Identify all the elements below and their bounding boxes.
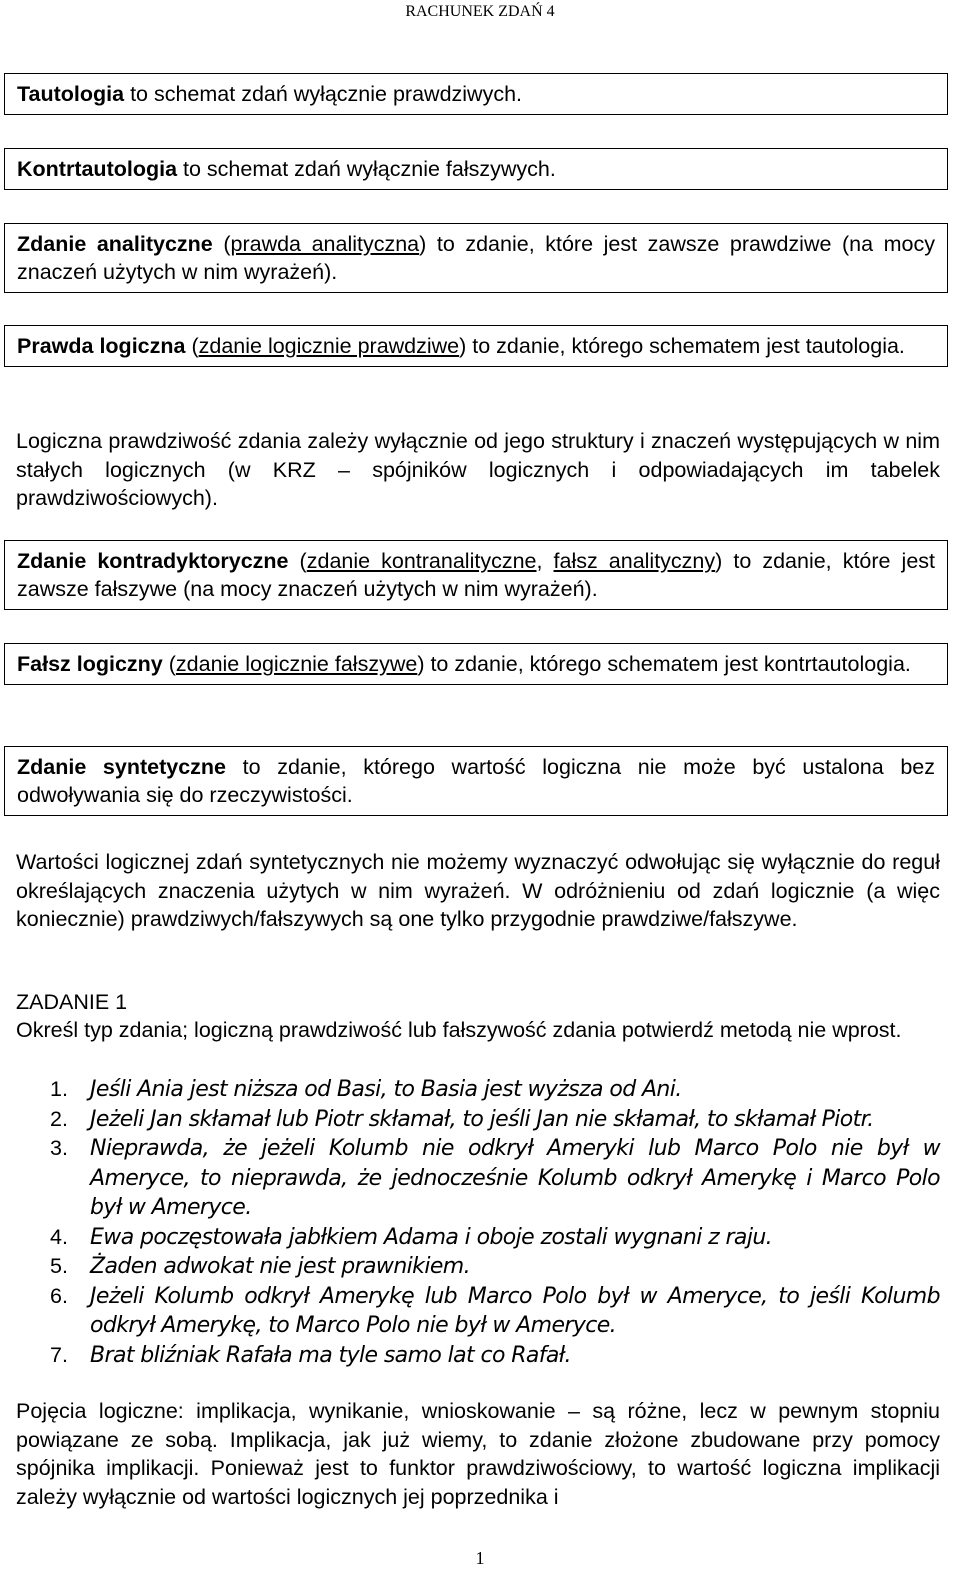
task-item bbox=[16, 1134, 940, 1223]
text-part: , bbox=[536, 549, 554, 573]
term: Tautologia bbox=[17, 82, 125, 106]
task-item-text: Brat bliźniak Rafała ma tyle samo lat co Rafał. bbox=[90, 1342, 571, 1368]
text-part: ( bbox=[288, 549, 307, 573]
definition-text: to schemat zdań wyłącznie prawdziwych. bbox=[124, 82, 523, 106]
text-part: ( bbox=[162, 652, 176, 676]
definition-text: to schemat zdań wyłącznie fałszywych. bbox=[177, 157, 556, 181]
task-item bbox=[16, 1282, 940, 1341]
alt-term: zdanie kontranalityczne bbox=[306, 549, 537, 573]
alt-term: fałsz analityczny bbox=[553, 549, 716, 573]
task-item-number: 1. bbox=[50, 1077, 68, 1101]
alt-term: zdanie logicznie fałszywe bbox=[175, 652, 418, 676]
term: Fałsz logiczny bbox=[17, 652, 163, 676]
text-part: ) to zdanie, którego schematem jest kontrtautologia. bbox=[417, 652, 911, 676]
task-item-number: 4. bbox=[50, 1224, 68, 1249]
alt-term: prawda analityczna bbox=[230, 232, 420, 256]
task-item bbox=[16, 1075, 940, 1105]
paragraph-logiczna-prawdziwosc: Logiczna prawdziwość zdania zależy wyłącznie od jego struktury i znaczeń występujących w nim stałych logicznych (w KRZ – spójników logicznych i odpowiadających im tabelek prawdziwościowych). bbox=[16, 429, 940, 510]
task-item-text: Żaden adwokat nie jest prawnikiem. bbox=[90, 1254, 470, 1279]
definition-zdanie-syntetyczne bbox=[4, 746, 948, 816]
task-item-number: 2. bbox=[50, 1106, 68, 1131]
task-item bbox=[16, 1223, 940, 1253]
term: Zdanie analityczne bbox=[17, 232, 213, 256]
task-list bbox=[16, 1075, 940, 1370]
definition-falsz-logiczny bbox=[4, 643, 948, 685]
task-item bbox=[16, 1252, 940, 1282]
paragraph-pojecia-logiczne: Pojęcia logiczne: implikacja, wynikanie, wnioskowanie – są różne, lecz w pewnym stopniu powiązane ze sobą. Implikacja, jak już wiemy, to zdanie złożone zbudowane przy pomocy spójnika implikacji. Ponieważ jest to funktor prawdziwościowy, to wartość logiczna implikacji zależy wyłącznie od wartości logicznych jej poprzednika i bbox=[16, 1399, 940, 1509]
definition-zdanie-kontradyktoryczne bbox=[4, 540, 948, 610]
page-number: 1 bbox=[475, 1548, 485, 1568]
task-item-number: 7. bbox=[50, 1342, 68, 1367]
text-part: ( bbox=[185, 334, 199, 358]
alt-term: zdanie logicznie prawdziwe bbox=[198, 334, 460, 358]
task-item-text: Jeśli Ania jest niższa od Basi, to Basia jest wyższa od Ani. bbox=[90, 1077, 682, 1102]
term: Kontrtautologia bbox=[17, 157, 178, 181]
definition-tautologia bbox=[4, 73, 948, 115]
term: Prawda logiczna bbox=[17, 334, 186, 358]
definition-text: to zdanie, którego wartość logiczna nie może być ustalona bez odwoływania się do rzeczywistości. bbox=[17, 755, 935, 807]
task-item-text: Ewa poczęstowała jabłkiem Adama i oboje zostali wygnani z raju. bbox=[90, 1224, 773, 1250]
definition-prawda-logiczna bbox=[4, 325, 948, 367]
term: Zdanie kontradyktoryczne bbox=[17, 549, 289, 573]
paragraph-wartosci-logicznej: Wartości logicznej zdań syntetycznych nie możemy wyznaczyć odwołując się wyłącznie do reguł określających znaczenia użytych w nim wyrażeń. W odróżnieniu od zdań logicznie (a więc koniecznie) prawdziwych/fałszywych są one tylko przygodnie prawdziwe/fałszywe. bbox=[16, 850, 940, 931]
page-header: RACHUNEK ZDAŃ 4 bbox=[405, 3, 555, 20]
text-part: ) to zdanie, które jest zawsze fałszywe (na mocy znaczeń użytych w nim wyrażeń). bbox=[17, 549, 935, 601]
text-part: ) to zdanie, które jest zawsze prawdziwe (na mocy znaczeń użytych w nim wyrażeń). bbox=[17, 232, 935, 284]
task-item-number: 3. bbox=[50, 1136, 68, 1160]
definition-zdanie-analityczne bbox=[4, 223, 948, 293]
task-item-number: 6. bbox=[50, 1283, 68, 1308]
task-item bbox=[16, 1341, 940, 1371]
task-item-text: Jeżeli Kolumb odkrył Amerykę lub Marco Polo był w Ameryce, to jeśli Kolumb odkrył Amerykę, to Marco Polo nie był w Ameryce. bbox=[90, 1283, 940, 1338]
task-item-text: Jeżeli Jan skłamał lub Piotr skłamał, to jeśli Jan nie skłamał, to skłamał Piotr. bbox=[90, 1106, 874, 1132]
task-item bbox=[16, 1105, 940, 1135]
term: Zdanie syntetyczne bbox=[17, 755, 227, 779]
task-item-number: 5. bbox=[50, 1254, 68, 1278]
definition-kontrtautologia bbox=[4, 148, 948, 190]
text-part: ( bbox=[212, 232, 231, 256]
task-instruction: Określ typ zdania; logiczną prawdziwość lub fałszywość zdania potwierdź metodą nie wprost. bbox=[16, 1018, 902, 1042]
text-part: ) to zdanie, którego schematem jest tautologia. bbox=[459, 334, 905, 358]
task-title: ZADANIE 1 bbox=[16, 990, 128, 1014]
task-item-text: Nieprawda, że jeżeli Kolumb nie odkrył Ameryki lub Marco Polo nie był w Ameryce, to nieprawda, że jednocześnie Kolumb odkrył Amerykę i Marco Polo był w Ameryce. bbox=[90, 1136, 940, 1220]
